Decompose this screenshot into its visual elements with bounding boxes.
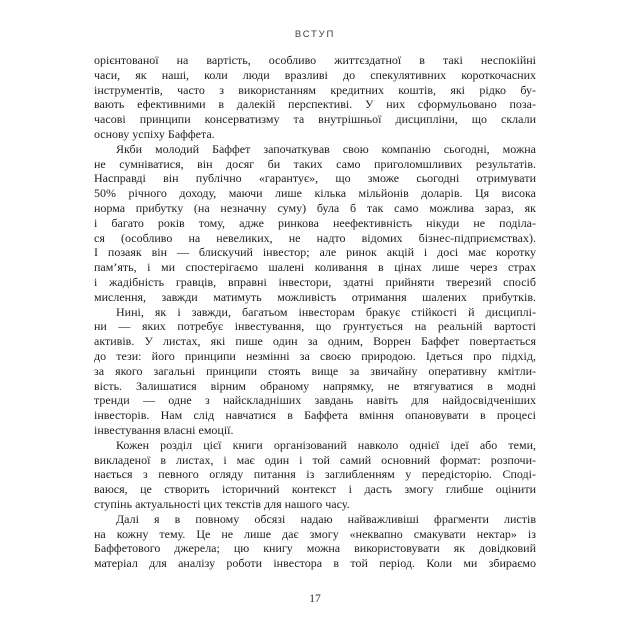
text-line: Якби молодий Баффет започаткував свою компанію сьогодні, можна bbox=[116, 141, 536, 156]
text-line: тренди — одне з найскладніших завдань навіть для найдосвідченіших bbox=[94, 393, 536, 408]
page-number: 17 bbox=[309, 593, 321, 605]
text-line: 50% річного доходу, маючи лише кілька мільйонів доларів. Ця висока bbox=[94, 186, 536, 201]
text-line: І позаяк він — блискучий інвестор; але ринок акцій і досі має коротку bbox=[94, 245, 536, 260]
paragraph bbox=[94, 305, 536, 438]
text-line: мислення, завжди матимуть можливість отримання шалених прибутків. bbox=[94, 289, 536, 304]
page-body bbox=[94, 53, 536, 571]
text-line: орієнтованої на вартість, особливо життєздатної в такі неспокійні bbox=[94, 53, 536, 67]
text-line: ся (особливо на невеликих, не надто відомих бізнес-підприємствах). bbox=[94, 230, 536, 245]
text-line: Кожен розділ цієї книги організований навколо однієї ідеї або теми, bbox=[116, 437, 536, 452]
text-line: вають ефективними в далекій перспективі. У них сформульовано поза- bbox=[94, 97, 536, 112]
text-line: на кожну тему. Це не лише дає змогу «неквапно смакувати нектар» із bbox=[94, 526, 536, 541]
text-line: викладеної в листах, і має один і той самий основний формат: розпочи- bbox=[94, 452, 536, 467]
text-line: пам’ять, і ми спостерігаємо шалені коливання в цінах лише через страх bbox=[94, 260, 536, 275]
text-line: часові принципи консерватизму та внутрішньої дисципліни, що склали bbox=[94, 112, 536, 127]
text-line: Баффетового джерела; цю книгу можна використовувати як довідковий bbox=[94, 541, 536, 556]
text-line: і багато років тому, адже ринкова неефективність нікуди не поділа- bbox=[94, 215, 536, 230]
text-line: і жадібність гравців, вправні інвестори, здатні прийняти тверезий спосіб bbox=[94, 274, 536, 289]
text-line: інвестування власні емоції. bbox=[94, 422, 234, 437]
text-line: до тези: його принципи незмінні за своєю природою. Ідеться про підхід, bbox=[94, 348, 536, 363]
text-line: ступінь актуальності цих текстів для нашого часу. bbox=[94, 496, 350, 511]
running-header: ВСТУП bbox=[294, 29, 336, 40]
text-line: матеріал для аналізу роботи інвестора в той період. Коли ми збираємо bbox=[94, 556, 536, 571]
text-line: нається з певного огляду питання із заглибленням у передісторію. Споді- bbox=[94, 467, 536, 482]
paragraph bbox=[94, 438, 536, 512]
text-line: основу успіху Баффета. bbox=[94, 126, 215, 141]
text-line: за якого загальні принципи стоять вище за звичайну оперативну кмітли- bbox=[94, 363, 536, 378]
text-line: не сумніватися, він досяг би таких само приголомшливих результатів. bbox=[94, 156, 536, 171]
text-line: вість. Залишатися вірним обраному напрямку, не втягуватися в модні bbox=[94, 378, 536, 393]
text-line: часи, як наші, коли люди вразливі до спекулятивних короткочасних bbox=[94, 67, 536, 82]
paragraph bbox=[94, 512, 536, 571]
text-line: активів. У листах, які пише один за одним, Воррен Баффет повертається bbox=[94, 334, 536, 349]
text-line: інвесторів. Нам слід навчатися в Баффета вміння опановувати в процесі bbox=[94, 408, 536, 423]
paragraph bbox=[94, 53, 536, 142]
text-line: Далі я в повному обсязі надаю найважливіші фрагменти листів bbox=[116, 511, 536, 526]
text-line: ваюся, це створить історичний контекст і дасть змогу глибше оцінити bbox=[94, 482, 536, 497]
text-line: Насправді він публічно «гарантує», що зможе сьогодні отримувати bbox=[94, 171, 536, 186]
text-line: норма прибутку (на незначну суму) була б так само можлива зараз, як bbox=[94, 200, 536, 215]
text-line: Нині, як і завжди, багатьом інвесторам бракує стійкості й дисциплі- bbox=[116, 304, 536, 319]
paragraph bbox=[94, 142, 536, 305]
text-line: ни — яких потребує інвестування, що ґрунтується на реальній вартості bbox=[94, 319, 536, 334]
text-line: інструментів, часто з використанням кредитних коштів, які рідко бу- bbox=[94, 82, 536, 97]
